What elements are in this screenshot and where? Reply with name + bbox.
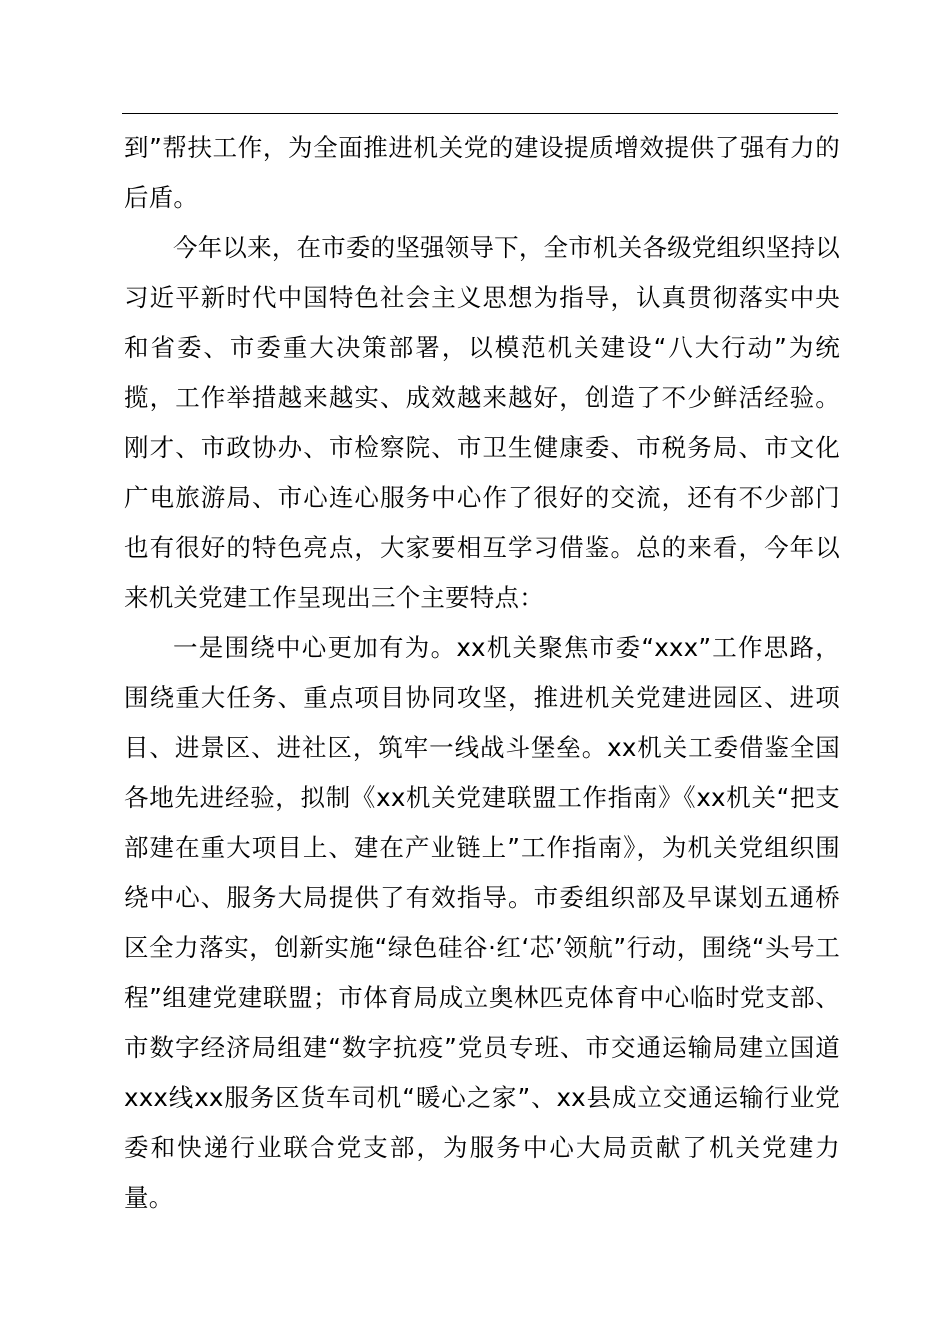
paragraph-continuation: 到”帮扶工作，为全面推进机关党的建设提质增效提供了强有力的后盾。 bbox=[124, 133, 840, 212]
header-rule bbox=[122, 113, 838, 114]
document-body bbox=[124, 123, 840, 1223]
paragraph-feature-one: 一是围绕中心更加有为。xx机关聚焦市委“xxx”工作思路，围绕重大任务、重点项目协同攻坚，推进机关党建进园区、进项目、进景区、进社区，筑牢一线战斗堡垒。xx机关工委借鉴全国各地先进经验，拟制《xx机关党建联盟工作指南》《xx机关“把支部建在重大项目上、建在产业链上”工作指南》，为机关党组织围绕中心、服务大局提供了有效指导。市委组织部及早谋划五通桥区全力落实，创新实施“绿色硅谷·红‘芯’领航”行动，围绕“头号工程”组建党建联盟；市体育局成立奥林匹克体育中心临时党支部、市数字经济局组建“数字抗疫”党员专班、市交通运输局建立国道xxx线xx服务区货车司机“暖心之家”、xx县成立交通运输行业党委和快递行业联合党支部，为服务中心大局贡献了机关党建力量。 bbox=[124, 633, 840, 1212]
paragraph-overview: 今年以来，在市委的坚强领导下，全市机关各级党组织坚持以习近平新时代中国特色社会主义思想为指导，认真贯彻落实中央和省委、市委重大决策部署，以模范机关建设“八大行动”为统揽，工作举措越来越实、成效越来越好，创造了不少鲜活经验。刚才、市政协办、市检察院、市卫生健康委、市税务局、市文化广电旅游局、市心连心服务中心作了很好的交流，还有不少部门也有很好的特色亮点，大家要相互学习借鉴。总的来看，今年以来机关党建工作呈现出三个主要特点： bbox=[124, 233, 840, 612]
